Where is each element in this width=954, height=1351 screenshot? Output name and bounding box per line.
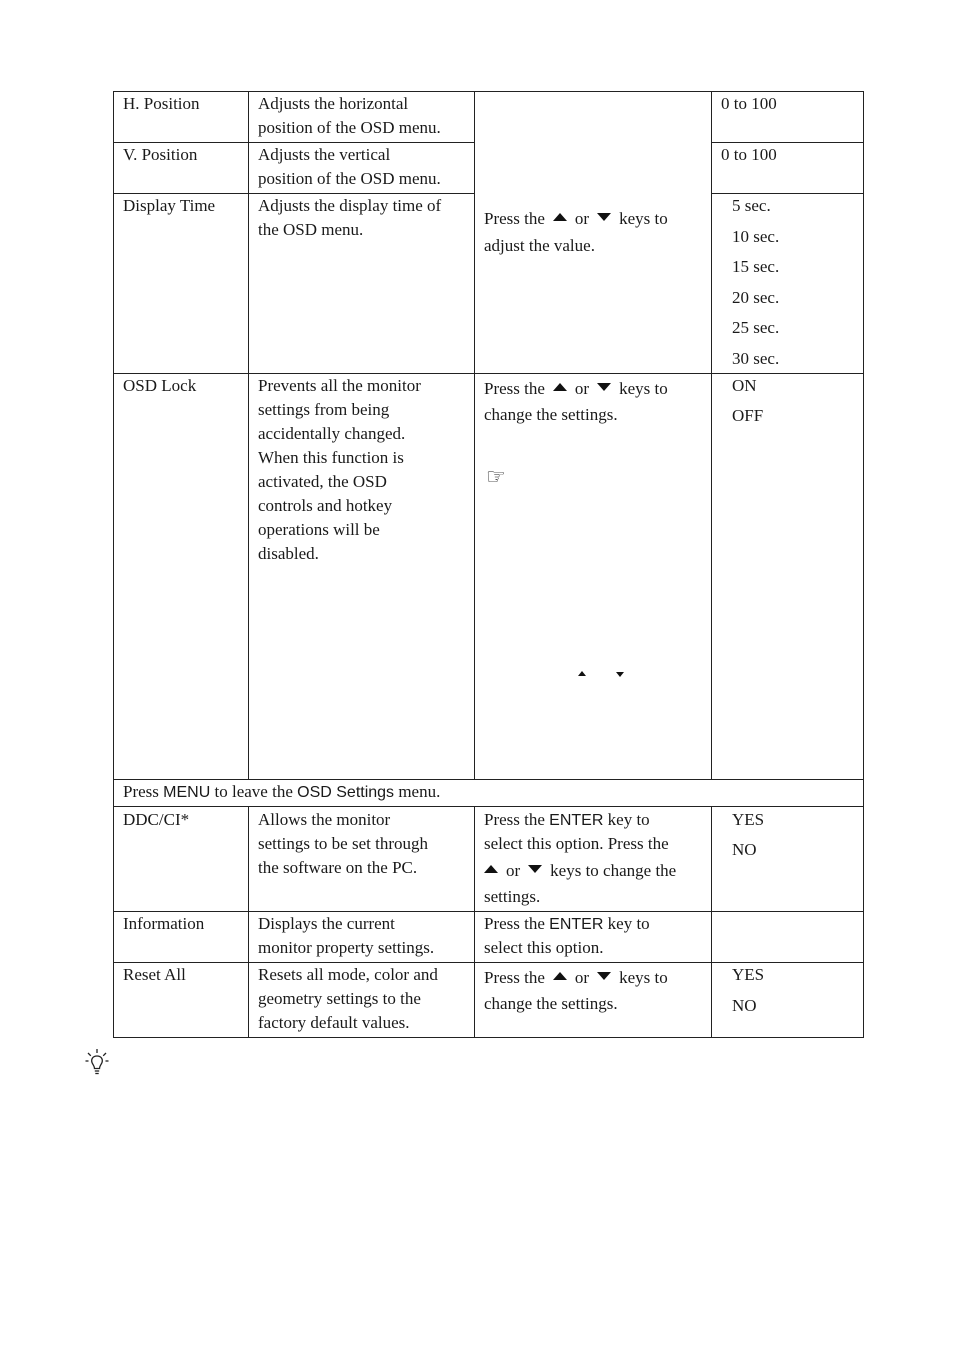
note-text: Press bbox=[123, 782, 159, 801]
column-divider bbox=[711, 806, 712, 1038]
option-value: 30 sec. bbox=[732, 349, 780, 368]
table-border-left bbox=[113, 91, 114, 1038]
item-name-h-position: H. Position bbox=[123, 94, 200, 113]
lightbulb-icon bbox=[84, 1047, 110, 1077]
up-arrow-icon bbox=[553, 383, 567, 391]
option-value: 20 sec. bbox=[732, 288, 780, 307]
op-text: or bbox=[574, 209, 590, 228]
item-desc-line: position of the OSD menu. bbox=[258, 118, 441, 137]
down-arrow-icon bbox=[528, 865, 542, 873]
item-range-value: 0 to 100 bbox=[721, 94, 777, 113]
op-text: or bbox=[574, 968, 590, 987]
menu-key-label: MENU bbox=[163, 784, 211, 801]
operation-line: adjust the value. bbox=[484, 236, 595, 255]
down-arrow-icon bbox=[597, 972, 611, 980]
item-name-information: Information bbox=[123, 914, 205, 933]
option-value: NO bbox=[732, 840, 757, 859]
item-desc-line: monitor property settings. bbox=[258, 938, 435, 957]
enter-key-label: ENTER bbox=[549, 916, 604, 933]
item-desc-line: the software on the PC. bbox=[258, 858, 418, 877]
table-border-right bbox=[863, 91, 864, 1038]
item-range-value: 0 to 100 bbox=[721, 145, 777, 164]
column-divider bbox=[474, 91, 475, 780]
option-value: YES bbox=[732, 810, 765, 829]
operation-line: select this option. Press the bbox=[484, 834, 669, 853]
menu-exit-note bbox=[123, 780, 440, 805]
item-desc-line: position of the OSD menu. bbox=[258, 169, 441, 188]
op-text: key to bbox=[607, 810, 650, 829]
option-value: YES bbox=[732, 965, 765, 984]
operation-line: change the settings. bbox=[484, 994, 618, 1013]
item-desc-line: the OSD menu. bbox=[258, 220, 364, 239]
item-name-v-position: V. Position bbox=[123, 145, 198, 164]
item-name-osd-lock: OSD Lock bbox=[123, 376, 197, 395]
operation-line bbox=[484, 377, 668, 401]
item-desc-line: activated, the OSD bbox=[258, 472, 387, 491]
operation-line: select this option. bbox=[484, 938, 604, 957]
item-desc-line: geometry settings to the bbox=[258, 989, 421, 1008]
op-text: or bbox=[574, 379, 590, 398]
item-desc-line: operations will be bbox=[258, 520, 380, 539]
up-arrow-icon bbox=[578, 664, 586, 682]
item-name-ddc-ci: DDC/CI* bbox=[123, 810, 190, 829]
operation-line bbox=[484, 808, 650, 833]
option-value: ON bbox=[732, 376, 757, 395]
op-text: Press the bbox=[484, 209, 545, 228]
operation-line: change the settings. bbox=[484, 405, 618, 424]
enter-key-label: ENTER bbox=[549, 812, 604, 829]
up-arrow-icon bbox=[484, 865, 498, 873]
option-value: 5 sec. bbox=[732, 196, 771, 215]
item-desc-line: accidentally changed. bbox=[258, 424, 406, 443]
option-value: 25 sec. bbox=[732, 318, 780, 337]
op-text: keys to bbox=[619, 209, 668, 228]
operation-line bbox=[484, 207, 668, 231]
op-text: Press the bbox=[484, 379, 545, 398]
column-divider bbox=[248, 91, 249, 780]
note-text: menu. bbox=[398, 782, 441, 801]
op-text: keys to bbox=[619, 379, 668, 398]
item-name-display-time: Display Time bbox=[123, 196, 216, 215]
item-desc-line: controls and hotkey bbox=[258, 496, 393, 515]
op-text: keys to change the bbox=[550, 861, 677, 880]
table-border-bottom bbox=[113, 1037, 864, 1038]
item-desc-line: settings to be set through bbox=[258, 834, 428, 853]
item-desc-line: Adjusts the vertical bbox=[258, 145, 391, 164]
operation-line bbox=[476, 859, 676, 883]
operation-line bbox=[484, 966, 668, 990]
note-text: to leave the bbox=[214, 782, 293, 801]
option-value: 15 sec. bbox=[732, 257, 780, 276]
column-divider bbox=[474, 806, 475, 1038]
down-arrow-icon bbox=[616, 665, 624, 683]
osd-settings-label: OSD Settings bbox=[297, 784, 395, 801]
item-desc-line: Prevents all the monitor bbox=[258, 376, 421, 395]
operation-line bbox=[484, 912, 650, 937]
option-value: NO bbox=[732, 996, 757, 1015]
item-desc-line: Resets all mode, color and bbox=[258, 965, 438, 984]
operation-line: settings. bbox=[484, 887, 541, 906]
item-desc-line: disabled. bbox=[258, 544, 319, 563]
item-name-reset-all: Reset All bbox=[123, 965, 186, 984]
item-desc-line: Displays the current bbox=[258, 914, 395, 933]
op-text: Press the bbox=[484, 968, 545, 987]
item-desc-line: Adjusts the display time of bbox=[258, 196, 442, 215]
pointing-hand-icon: ☞ bbox=[486, 465, 506, 490]
item-desc-line: settings from being bbox=[258, 400, 390, 419]
option-value: 10 sec. bbox=[732, 227, 780, 246]
item-desc-line: Adjusts the horizontal bbox=[258, 94, 409, 113]
op-text: keys to bbox=[619, 968, 668, 987]
up-arrow-icon bbox=[553, 213, 567, 221]
row-divider bbox=[113, 806, 864, 807]
op-text: Press the bbox=[484, 810, 545, 829]
up-arrow-icon bbox=[553, 972, 567, 980]
down-arrow-icon bbox=[597, 213, 611, 221]
item-desc-line: Allows the monitor bbox=[258, 810, 391, 829]
item-desc-line: factory default values. bbox=[258, 1013, 410, 1032]
column-divider bbox=[248, 806, 249, 1038]
op-text: or bbox=[506, 861, 521, 880]
column-divider bbox=[711, 91, 712, 780]
option-value: OFF bbox=[732, 406, 764, 425]
op-text: Press the bbox=[484, 914, 545, 933]
item-desc-line: When this function is bbox=[258, 448, 404, 467]
down-arrow-icon bbox=[597, 383, 611, 391]
op-text: key to bbox=[607, 914, 650, 933]
